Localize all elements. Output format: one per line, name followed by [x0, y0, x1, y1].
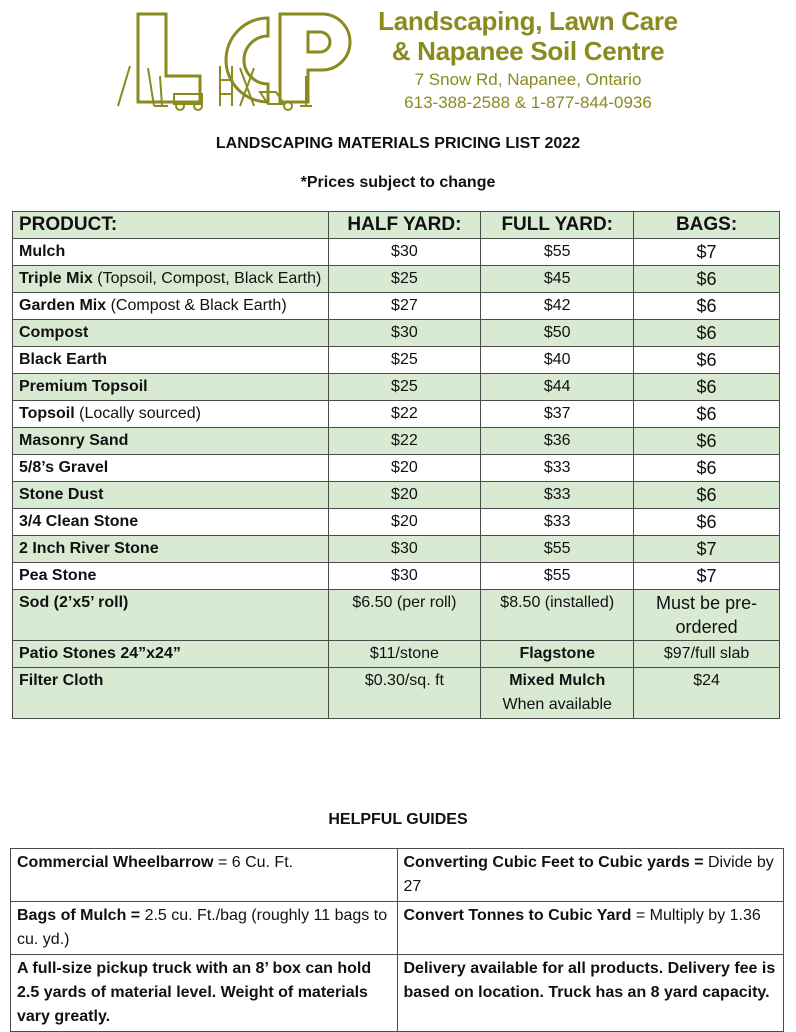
product-cell — [13, 482, 329, 509]
product-cell — [13, 668, 329, 719]
product-name: 2 Inch River Stone — [19, 540, 159, 557]
product-cell — [13, 536, 329, 563]
bag-price: Must be pre-ordered — [634, 590, 780, 641]
full-yard-price: $37 — [481, 401, 634, 428]
guide-row — [11, 955, 784, 1032]
bag-price: $6 — [634, 266, 780, 293]
product-name: Sod (2’x5’ roll) — [19, 594, 129, 611]
half-yard-price: $30 — [328, 239, 481, 266]
full-yard-price: $55 — [481, 536, 634, 563]
table-row — [13, 239, 780, 266]
guide-row — [11, 849, 784, 902]
half-yard-price: $20 — [328, 482, 481, 509]
product-name: Topsoil — [19, 405, 75, 422]
guide-cell — [11, 849, 398, 902]
bag-price: $24 — [634, 668, 780, 719]
full-yard-price: $50 — [481, 320, 634, 347]
full-yard-price: $45 — [481, 266, 634, 293]
product-cell — [13, 374, 329, 401]
company-logo — [108, 6, 358, 112]
product-name: Pea Stone — [19, 567, 97, 584]
half-yard-price: $22 — [328, 428, 481, 455]
table-row — [13, 590, 780, 641]
guides-title: HELPFUL GUIDES — [328, 811, 468, 828]
guide-text: 2.5 cu. Ft./bag (roughly 11 bags to cu. yd.) — [17, 907, 388, 948]
full-yard-price: $33 — [481, 482, 634, 509]
guide-bold-text: Commercial Wheelbarrow — [17, 854, 214, 871]
product-cell — [13, 401, 329, 428]
product-name: 3/4 Clean Stone — [19, 513, 139, 530]
guide-bold-text: A full-size pickup truck with an 8’ box can hold 2.5 yards of material level. Weight of materials vary greatly. — [17, 960, 372, 1025]
half-yard-price: $25 — [328, 266, 481, 293]
company-info — [358, 6, 698, 114]
page-subtitle: *Prices subject to change — [300, 174, 496, 191]
product-name: 5/8’s Gravel — [19, 459, 109, 476]
guide-bold-text: Delivery available for all products. Delivery fee is based on location. Truck has an 8 yard capacity. — [403, 960, 776, 1001]
product-cell — [13, 347, 329, 374]
page-title: LANDSCAPING MATERIALS PRICING LIST 2022 — [215, 135, 581, 152]
half-yard-price: $20 — [328, 455, 481, 482]
table-row — [13, 536, 780, 563]
half-yard-price: $22 — [328, 401, 481, 428]
product-note: (Compost & Black Earth) — [106, 297, 287, 314]
alt-product-cell — [481, 641, 634, 668]
product-name: Compost — [19, 324, 89, 341]
header-product: PRODUCT: — [13, 212, 329, 239]
half-yard-price: $30 — [328, 320, 481, 347]
bag-price: $6 — [634, 347, 780, 374]
full-yard-price: $40 — [481, 347, 634, 374]
alt-product-name: Mixed Mulch — [509, 672, 606, 689]
table-row — [13, 374, 780, 401]
full-yard-price: $36 — [481, 428, 634, 455]
guide-text: = Multiply by 1.36 — [631, 907, 761, 924]
product-name: Patio Stones 24”x24” — [19, 645, 181, 662]
guide-cell — [11, 902, 398, 955]
product-cell — [13, 320, 329, 347]
bag-price: $6 — [634, 455, 780, 482]
product-cell — [13, 455, 329, 482]
half-yard-price: $30 — [328, 536, 481, 563]
full-yard-price: $55 — [481, 563, 634, 590]
company-phone: 613-388-2588 & 1-877-844-0936 — [404, 93, 652, 112]
product-name: Premium Topsoil — [19, 378, 148, 395]
product-name: Filter Cloth — [19, 672, 104, 689]
bag-price: $6 — [634, 482, 780, 509]
table-row — [13, 428, 780, 455]
bag-price: $6 — [634, 428, 780, 455]
full-yard-price: $42 — [481, 293, 634, 320]
half-yard-price: $27 — [328, 293, 481, 320]
guide-cell — [11, 955, 398, 1032]
header — [0, 0, 796, 120]
product-name: Masonry Sand — [19, 432, 129, 449]
header-full-yard: FULL YARD: — [481, 212, 634, 239]
header-half-yard: HALF YARD: — [328, 212, 481, 239]
product-cell — [13, 428, 329, 455]
product-name: Garden Mix — [19, 297, 107, 314]
guide-bold-text: Convert Tonnes to Cubic Yard — [403, 907, 632, 924]
bag-price: $7 — [634, 563, 780, 590]
half-yard-price: $11/stone — [328, 641, 481, 668]
table-row — [13, 455, 780, 482]
half-yard-price: $30 — [328, 563, 481, 590]
bag-price: $6 — [634, 401, 780, 428]
product-note: (Topsoil, Compost, Black Earth) — [92, 270, 322, 287]
product-cell — [13, 293, 329, 320]
half-yard-price: $25 — [328, 374, 481, 401]
guide-text: Divide by 27 — [403, 854, 774, 895]
product-name: Stone Dust — [19, 486, 104, 503]
company-name-line2: & Napanee Soil Centre — [391, 36, 665, 66]
header-bags: BAGS: — [634, 212, 780, 239]
guide-text: = 6 Cu. Ft. — [213, 854, 294, 871]
product-cell — [13, 509, 329, 536]
table-row — [13, 668, 780, 719]
table-row — [13, 401, 780, 428]
full-yard-price: $55 — [481, 239, 634, 266]
table-row — [13, 482, 780, 509]
bag-price: $6 — [634, 293, 780, 320]
company-address: 7 Snow Rd, Napanee, Ontario — [414, 70, 642, 89]
product-cell — [13, 590, 329, 641]
alt-product-name: Flagstone — [519, 645, 595, 662]
guide-cell — [397, 902, 784, 955]
product-name: Mulch — [19, 243, 66, 260]
bag-price: $7 — [634, 536, 780, 563]
half-yard-price: $0.30/sq. ft — [328, 668, 481, 719]
bag-price: $7 — [634, 239, 780, 266]
bag-price: $6 — [634, 374, 780, 401]
table-row — [13, 347, 780, 374]
full-yard-price: $44 — [481, 374, 634, 401]
alt-product-cell — [481, 668, 634, 719]
company-name-line1: Landscaping, Lawn Care — [378, 6, 678, 36]
full-yard-price: $33 — [481, 455, 634, 482]
table-row — [13, 563, 780, 590]
full-yard-price: $8.50 (installed) — [481, 590, 634, 641]
table-row — [13, 293, 780, 320]
half-yard-price: $25 — [328, 347, 481, 374]
product-cell — [13, 266, 329, 293]
bag-price: $6 — [634, 509, 780, 536]
table-row — [13, 509, 780, 536]
product-cell — [13, 641, 329, 668]
guide-bold-text: Bags of Mulch = — [17, 907, 141, 924]
guide-row — [11, 902, 784, 955]
product-cell — [13, 563, 329, 590]
guide-cell — [397, 849, 784, 902]
product-name: Black Earth — [19, 351, 108, 368]
guide-bold-text: Converting Cubic Feet to Cubic yards = — [403, 854, 704, 871]
table-row — [13, 320, 780, 347]
bag-price: $97/full slab — [634, 641, 780, 668]
table-row — [13, 641, 780, 668]
product-cell — [13, 239, 329, 266]
half-yard-price: $6.50 (per roll) — [328, 590, 481, 641]
full-yard-price: $33 — [481, 509, 634, 536]
product-name: Triple Mix — [19, 270, 93, 287]
guides-table — [10, 848, 784, 1032]
guide-cell — [397, 955, 784, 1032]
alt-product-note: When available — [502, 696, 612, 713]
pricing-header-row — [13, 212, 780, 239]
product-note: (Locally sourced) — [74, 405, 201, 422]
bag-price: $6 — [634, 320, 780, 347]
pricing-table — [12, 211, 780, 719]
table-row — [13, 266, 780, 293]
half-yard-price: $20 — [328, 509, 481, 536]
